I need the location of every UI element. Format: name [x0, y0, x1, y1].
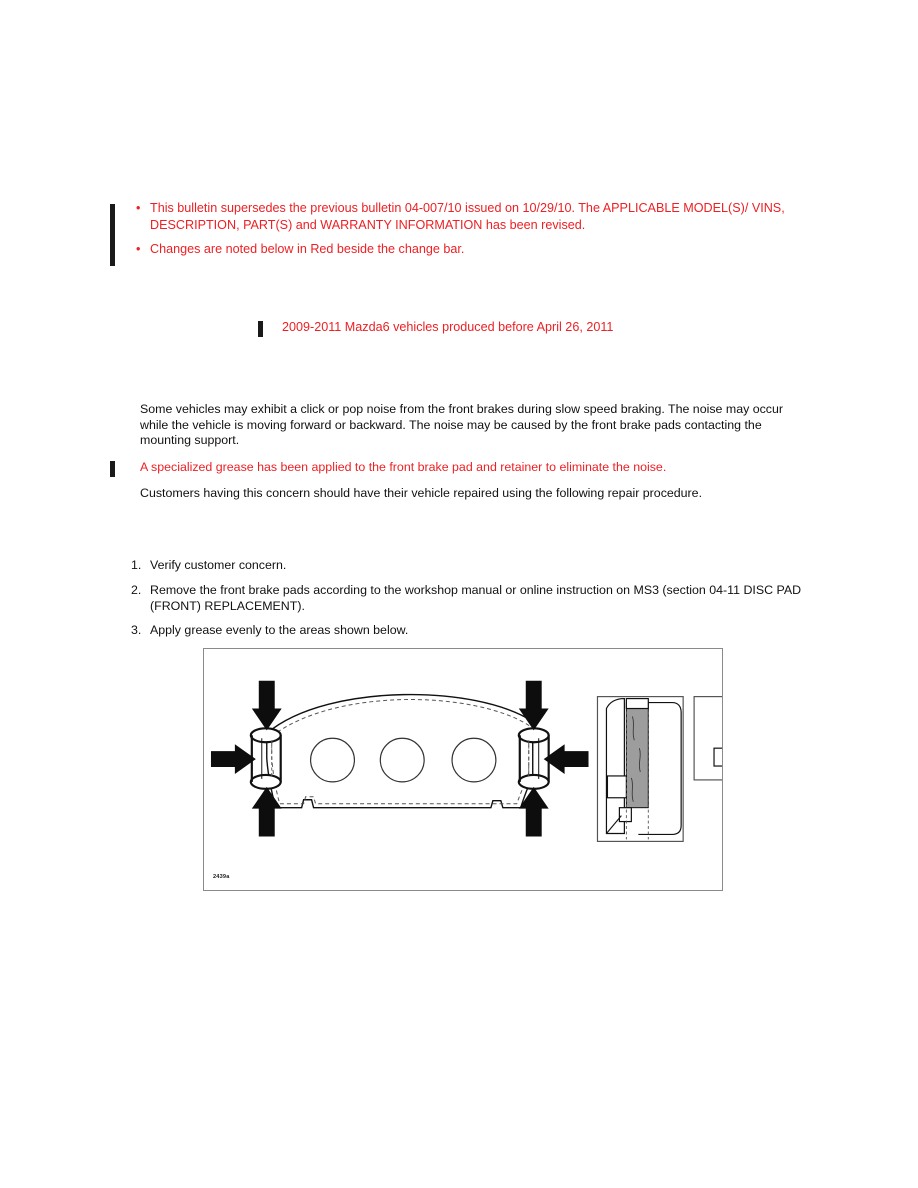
inset-panel-pad-edge [597, 697, 683, 842]
procedure-step [131, 623, 821, 639]
grease-arrow-right-side [544, 744, 589, 774]
pad-ear-left [251, 728, 281, 788]
step-text: Verify customer concern. [150, 558, 287, 572]
grease-arrow-left-side [211, 744, 256, 774]
brake-pad-diagram-svg [204, 649, 722, 890]
description-paragraph-revised: A specialized grease has been applied to the front brake pad and retainer to eliminate the noise. [140, 459, 667, 474]
grease-area-shading [626, 704, 648, 808]
brake-pad-holes [311, 738, 496, 782]
brake-pad-inner-dashed [272, 700, 529, 804]
brake-pad-figure [203, 648, 723, 891]
revision-notice-item-text: This bulletin supersedes the previous bulletin 04-007/10 issued on 10/29/10. The APPLICABLE MODEL(S)/ VINS, DESCRIPTION, PART(S) and WARRANTY INFORMATION has been revised. [150, 201, 785, 232]
repair-procedure-list [131, 558, 821, 648]
grease-arrow-top-right [519, 681, 549, 731]
step-text: Remove the front brake pads according to the workshop manual or online instruction on MS3 (section 04-11 DISC PAD (FRONT) REPLACEMENT). [150, 582, 802, 613]
bullet-icon: • [136, 242, 141, 256]
pad-ear-right [519, 728, 549, 788]
procedure-step [131, 583, 821, 615]
grease-arrow-top-left [252, 681, 282, 731]
inset-panel-retainer-clip [694, 697, 722, 780]
change-bar-description [110, 461, 115, 477]
brake-pad-body [267, 695, 533, 808]
applicable-models-text: 2009-2011 Mazda6 vehicles produced before April 26, 2011 [282, 320, 614, 334]
revision-notice-item [136, 200, 826, 233]
description-block [140, 402, 812, 513]
revision-notice-block [136, 200, 826, 266]
step-text: Apply grease evenly to the areas shown below. [150, 623, 409, 638]
step-number: 1. [131, 558, 142, 572]
applicable-models-block [282, 319, 802, 335]
revision-notice-item-text: Changes are noted below in Red beside the change bar. [150, 242, 465, 256]
grease-arrow-bottom-right [519, 787, 549, 837]
figure-id-label: 2439a [213, 874, 230, 880]
step-number: 2. [131, 582, 142, 597]
bullet-icon: • [136, 201, 141, 215]
pad-hole-right [452, 738, 496, 782]
pad-hole-left [311, 738, 355, 782]
change-bar-revision-notice [110, 204, 115, 266]
description-paragraph-1: Some vehicles may exhibit a click or pop noise from the front brakes during slow speed braking. The noise may occur while the vehicle is moving forward or backward. The noise may be caused by the front brake pads contacting the mounting support. [140, 402, 784, 448]
change-bar-applicable-models [258, 321, 263, 337]
description-paragraph-3: Customers having this concern should have their vehicle repaired using the following repair procedure. [140, 486, 703, 501]
revision-notice-item [136, 241, 826, 258]
pad-hole-center [380, 738, 424, 782]
procedure-step [131, 558, 821, 574]
step-number: 3. [131, 623, 142, 638]
